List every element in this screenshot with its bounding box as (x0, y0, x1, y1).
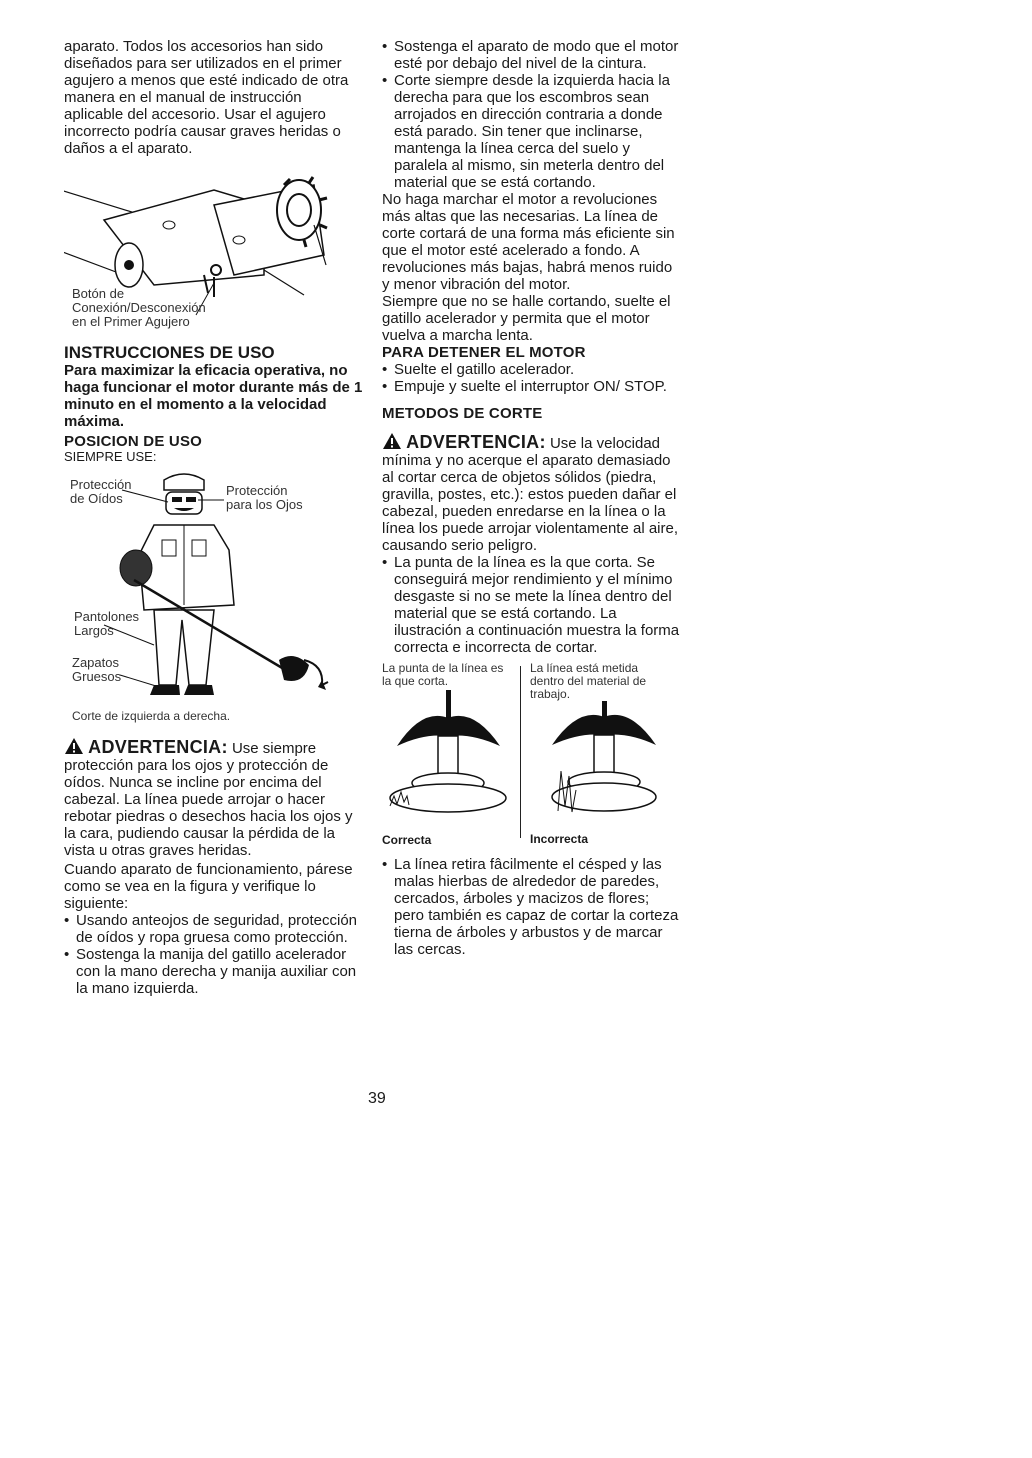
correct-label: Correcta (382, 833, 432, 847)
label-line: para los Ojos (226, 497, 303, 512)
list-item: • La línea retira fâcilmente el césped y las malas hierbas de alrededor de paredes, cercados, árboles y macizos de flores; pero también es capaz de cortar la corteza tierna de árboles y arbustos y de marcar las cercas. (382, 856, 682, 958)
list-item: • Corte siempre desde la izquierda hacia la derecha para que los escombros sean arrojados en dirección contraria a donde está parado. Sin tener que inclinarse, mantenga la línea cerca del suelo y paralela al mismo, sin meterla dentro del material que se está cortando. (382, 72, 682, 191)
siempre-use: SIEMPRE USE: (64, 449, 157, 464)
label-line: Pantolones (74, 609, 140, 624)
correct-panel (382, 662, 522, 852)
left-column (64, 38, 364, 997)
warning-eyes (64, 737, 364, 859)
list-item: • Suelte el gatillo acelerador. (382, 361, 682, 378)
label-line: de Oídos (70, 491, 123, 506)
heading-posicion: POSICION DE USO (64, 433, 203, 450)
incorrect-caption: La línea está metida dentro del material de trabajo. (530, 661, 647, 701)
label-line: Protección (226, 483, 288, 498)
list-item: • Sostenga el aparato de modo que el motor esté por debajo del nivel de la cintura. (382, 38, 682, 72)
siempre-paragraph: Siempre que no se halle cortando, suelte el gatillo acelerador y permita que el motor vuelva a marcha lenta. (382, 293, 671, 344)
position-bullets (382, 38, 682, 191)
list-item: • Usando anteojos de seguridad, protección de oídos y ropa gruesa como protección. (64, 912, 364, 946)
incorrect-label: Incorrecta (530, 832, 589, 846)
list-item: • Empuje y suelte el interruptor ON/ STOP. (382, 378, 682, 395)
label-line: Conexión/Desconexión (72, 300, 206, 315)
cut-bullets (382, 554, 682, 656)
list-item: • Sostenga la manija del gatillo acelerador con la mano derecha y manija auxiliar con la mano izquierda. (64, 946, 364, 997)
label-line: Largos (74, 623, 114, 638)
warning-text: Use siempre protección para los ojos y protección de oídos. Nunca se incline por encima del cabezal. La línea puede arrojar o hacer rebotar piedras o desechos hacia los ojos y la cara, pudiendo causar la pérdida de la vista u otras graves heridas. (64, 740, 353, 859)
warning-speed (382, 432, 682, 554)
list-item: • La punta de la línea es la que corta. Se conseguirá mejor rendimiento y el mínimo desgaste si no se mete la línea dentro del material que se está cortando. La ilustración a continuación muestra la forma correcta e incorrecta de cortar. (382, 554, 682, 656)
heading-instrucciones: INSTRUCCIONES DE USO (64, 343, 275, 362)
label-line: Protección (70, 477, 132, 492)
correct-caption: La punta de la línea es la que corta. (382, 661, 504, 688)
cutting-comparison (382, 662, 682, 852)
label-zapatos (72, 656, 121, 684)
trimmer-head-correct (382, 688, 512, 828)
button-label (72, 287, 206, 329)
label-line: Gruesos (72, 669, 122, 684)
right-column (382, 38, 682, 958)
stop-bullets (382, 361, 682, 395)
final-bullets (382, 856, 682, 958)
incorrect-panel (530, 662, 670, 852)
revoluciones-paragraph: No haga marchar el motor a revoluciones más altas que las necesarias. La línea de corte cortará de una forma más eficiente sin que el motor esté acelerado a fondo. A revoluciones más bajas, habrá menos ruido y menor vibración del motor. (382, 191, 675, 293)
page-number: 39 (368, 1090, 386, 1107)
warning-triangle-icon (382, 432, 402, 450)
label-proteccion-ojos (226, 484, 303, 512)
label-pantalones (74, 610, 139, 638)
label-line: Botón de (72, 286, 125, 301)
label-line: en el Primer Agujero (72, 314, 190, 329)
cuando-paragraph: Cuando aparato de funcionamiento, párese como se vea en la figura y verifique lo siguiente: (64, 861, 353, 912)
coupler-illustration (64, 165, 364, 340)
checklist (64, 912, 364, 997)
label-line: Zapatos (72, 655, 119, 670)
intro-paragraph: aparato. Todos los accesorios han sido diseñados para ser utilizados en el primer agujero a menos que esté indicado de otra manera en el manual de instrucción aplicable del accesorio. Usar el agujero incorrecto podría causar graves heridas o daños a el aparato. (64, 38, 349, 157)
heading-metodos: METODOS DE CORTE (382, 405, 543, 422)
heading-detener: PARA DETENER EL MOTOR (382, 344, 586, 361)
trimmer-head-incorrect (530, 701, 660, 827)
operator-caption: Corte de izquierda a derecha. (72, 709, 231, 723)
operator-illustration (64, 470, 364, 725)
warning-text: Use la velocidad mínima y no acerque el aparato demasiado al cortar cerca de objetos sólidos (piedra, gravilla, postes, etc.): estos pueden dañar el cabezal, pueden enredarse en la línea o la línea los puede arrojar violentamente al aire, causando serio peligro. (382, 435, 679, 554)
instructions-bold: Para maximizar la eficacia operativa, no haga funcionar el motor durante más de 1 minuto en el momento a la velocidad máxima. (64, 362, 363, 430)
warning-label: ADVERTENCIA: (406, 432, 546, 452)
label-proteccion-oidos (70, 478, 131, 506)
warning-label: ADVERTENCIA: (88, 737, 228, 757)
warning-triangle-icon (64, 737, 84, 755)
